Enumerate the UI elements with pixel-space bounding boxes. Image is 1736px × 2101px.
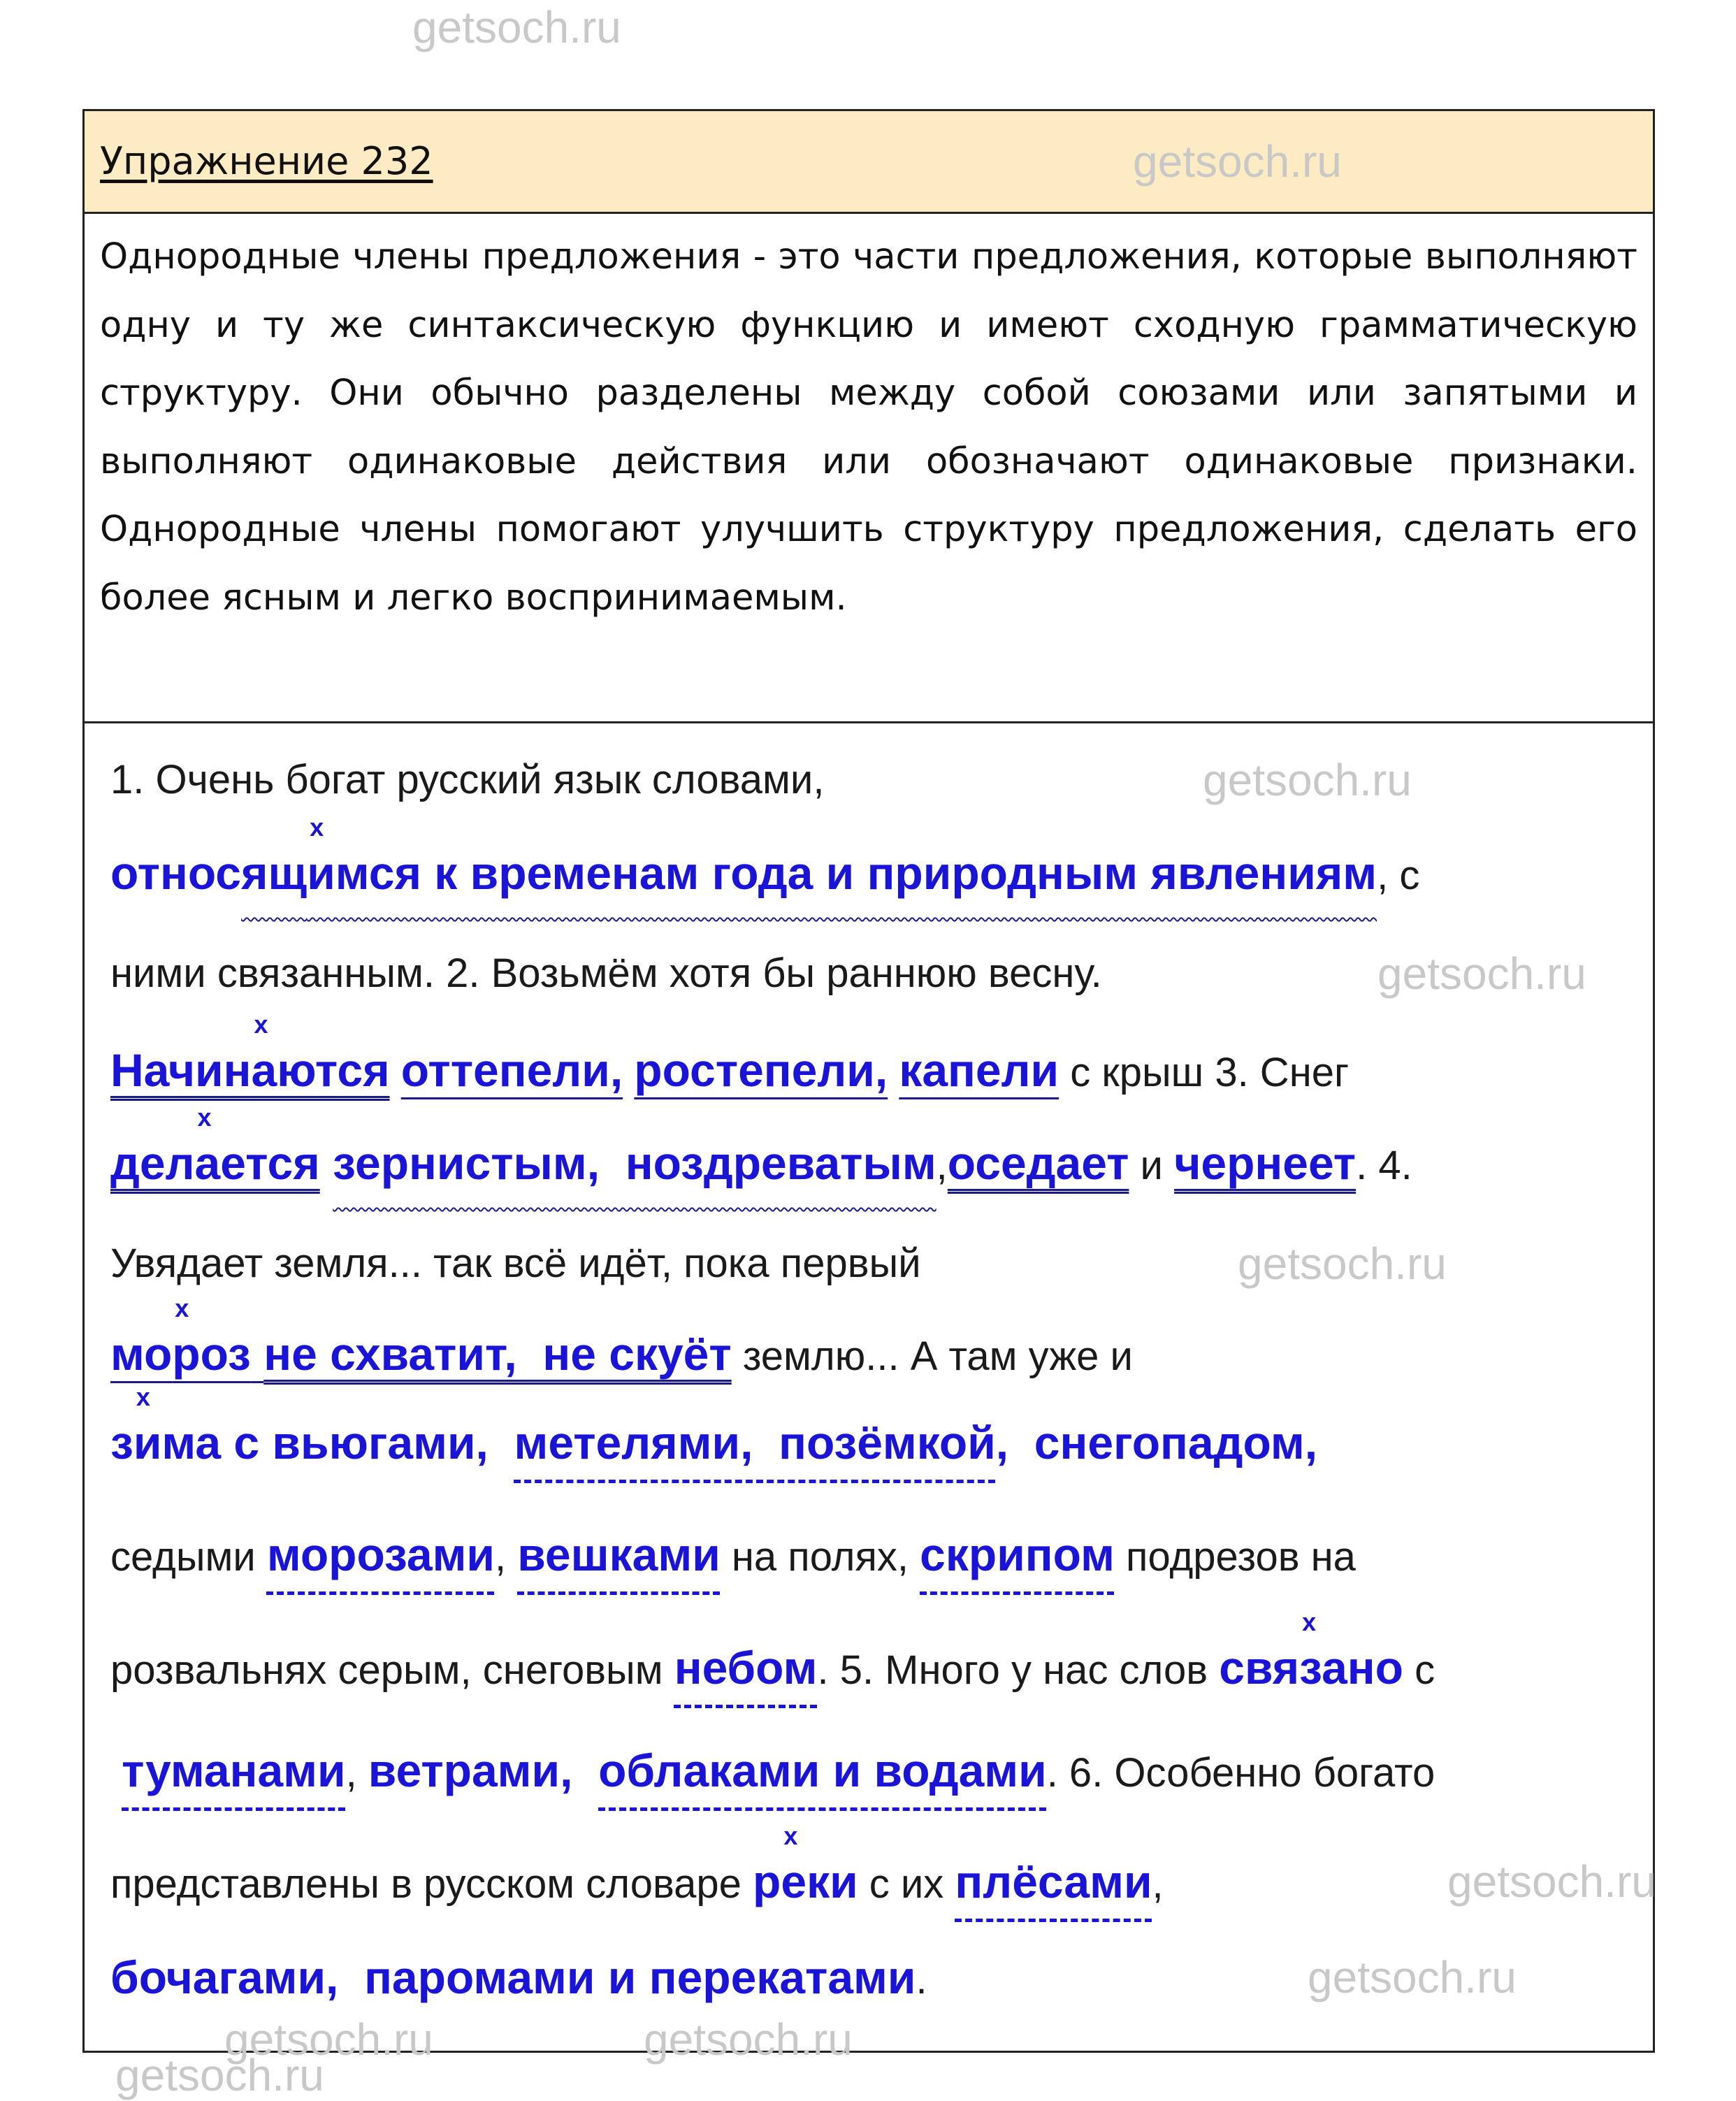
plain-text xyxy=(110,1849,753,1919)
cross-mark-icon: x xyxy=(1302,1608,1317,1636)
plain-text xyxy=(1115,1522,1356,1592)
segment-text: , xyxy=(494,1534,518,1580)
segment-text xyxy=(110,1750,122,1796)
segment-text: скрипом xyxy=(920,1529,1115,1580)
segment-text: мо xyxy=(110,1328,173,1380)
segment-text: и xyxy=(1129,1143,1175,1188)
highlighted-word xyxy=(122,1735,345,1805)
sentence-line xyxy=(110,1821,1164,1916)
plain-text xyxy=(390,1038,401,1108)
segment-text: ветрами, xyxy=(368,1745,599,1796)
segment-text: имся к временам года и природным явлениям xyxy=(307,847,1377,899)
segment-text: , xyxy=(1152,1861,1164,1907)
watermark: getsoch.ru xyxy=(1133,136,1342,187)
cross-mark-icon: x xyxy=(136,1382,150,1411)
plain-text xyxy=(623,1038,634,1108)
highlighted-word xyxy=(517,1519,721,1589)
segment-text: капели xyxy=(899,1044,1059,1096)
sentence-line xyxy=(110,1519,1356,1589)
highlighted-word xyxy=(1174,1128,1356,1198)
watermark: getsoch.ru xyxy=(1203,755,1412,805)
segment-text: метелями, позёмкой xyxy=(514,1417,996,1468)
highlighted-word xyxy=(368,1735,598,1805)
highlighted-word xyxy=(948,1128,1129,1198)
segment-text: . xyxy=(916,1957,927,2002)
highlighted-word xyxy=(401,1035,623,1105)
highlighted-word xyxy=(320,1128,333,1198)
segment-text xyxy=(888,1050,899,1095)
segment-text: оттепели, xyxy=(400,1044,623,1096)
segment-text: плёсами xyxy=(955,1856,1152,1907)
sentence-line xyxy=(110,1382,1318,1478)
definition-text: Однородные члены предложения - это части предложения, которые выполняют одну и ту же синтаксическую функцию и имеют сходную грамматическую структуру. Они обычно разделены между собой союзами или запятыми и выполняют одинаковые действия или обозначают одинаковые признаки. Однородные члены помогают улучшить структуру предложения, сделать его более ясным и легко воспринимаемым. xyxy=(100,236,1637,619)
segment-text: , xyxy=(936,1143,948,1188)
cross-mark-icon: x xyxy=(254,1010,268,1039)
plain-text xyxy=(888,1038,899,1108)
segment-text: . 4. xyxy=(1356,1143,1412,1188)
plain-text xyxy=(110,1522,267,1592)
highlighted-word xyxy=(920,1519,1115,1589)
sentence-line xyxy=(110,1608,1435,1703)
highlighted-word xyxy=(110,1408,133,1478)
segment-text: , xyxy=(345,1750,368,1796)
segment-text xyxy=(390,1050,401,1095)
segment-text: зернистым, ноздреватым xyxy=(333,1137,936,1189)
highlighted-word xyxy=(267,1519,495,1589)
segment-text: не схватит, не скуёт xyxy=(263,1328,732,1380)
segment-text: Увядает земля... так всё идёт, пока первый xyxy=(110,1241,921,1286)
highlighted-word xyxy=(307,813,1377,908)
watermark: getsoch.ru xyxy=(115,2050,324,2100)
highlighted-word xyxy=(753,1847,781,1916)
plain-text xyxy=(110,1636,674,1705)
plain-text xyxy=(110,1229,921,1299)
highlighted-word xyxy=(251,1010,390,1105)
highlighted-word xyxy=(263,1319,732,1389)
sentence-line xyxy=(110,745,824,815)
highlighted-word xyxy=(899,1035,1059,1105)
plain-text xyxy=(110,1738,122,1808)
segment-text: з xyxy=(110,1417,133,1468)
plain-text xyxy=(1129,1131,1174,1201)
segment-text xyxy=(320,1137,333,1189)
highlighted-word xyxy=(172,1294,251,1389)
sentence-line xyxy=(110,1735,1435,1805)
segment-text: представлены в русском словаре xyxy=(110,1861,753,1907)
highlighted-word xyxy=(598,1735,1047,1805)
segment-text: с крыш 3. Снег xyxy=(1059,1050,1350,1095)
highlighted-word xyxy=(241,838,307,908)
segment-text: седыми xyxy=(110,1534,267,1580)
sentence-line xyxy=(110,939,1102,1009)
watermark: getsoch.ru xyxy=(412,2,621,52)
plain-text xyxy=(817,1636,1219,1705)
plain-text xyxy=(1377,841,1419,911)
segment-text: ними связанным. 2. Возьмём хотя бы раннюю весну. xyxy=(110,951,1102,996)
segment-text: 1. Очень богат русский язык словами, xyxy=(110,757,825,802)
segment-text: , с xyxy=(1377,853,1420,898)
segment-text: . 5. Много у нас слов xyxy=(817,1647,1220,1693)
highlighted-word xyxy=(251,1319,263,1389)
sentence-line xyxy=(110,1294,1133,1389)
segment-text: небом xyxy=(674,1642,818,1694)
highlighted-word xyxy=(955,1847,1152,1916)
segment-text: свя xyxy=(1219,1642,1300,1694)
sentence-line xyxy=(110,1229,921,1299)
segment-text xyxy=(623,1050,634,1095)
highlighted-word xyxy=(514,1408,996,1478)
sentence-line xyxy=(110,1942,927,2012)
plain-text xyxy=(916,1945,927,2015)
segment-text: аются xyxy=(251,1044,390,1096)
segment-text: роз xyxy=(172,1328,251,1380)
plain-text xyxy=(1059,1038,1349,1108)
exercise-card xyxy=(82,109,1656,2065)
plain-text xyxy=(1356,1131,1412,1201)
highlighted-word xyxy=(634,1035,888,1105)
segment-text: чернеет xyxy=(1174,1137,1357,1189)
segment-text: морозами xyxy=(266,1529,495,1580)
plain-text xyxy=(346,1738,368,1808)
cross-mark-icon: x xyxy=(175,1294,189,1322)
segment-text: с их xyxy=(858,1861,955,1907)
highlighted-word xyxy=(110,838,241,908)
highlighted-word xyxy=(996,1408,1317,1478)
plain-text xyxy=(721,1522,920,1592)
highlighted-word xyxy=(110,1035,251,1105)
segment-text: . 6. Особенно богато xyxy=(1046,1750,1435,1796)
segment-text: подрезов на xyxy=(1114,1534,1356,1580)
segment-text: облаками и водами xyxy=(598,1745,1047,1796)
segment-text: еки xyxy=(781,1856,858,1907)
segment-text: ается xyxy=(194,1137,320,1189)
plain-text xyxy=(858,1849,955,1919)
sentence-line xyxy=(110,813,1420,908)
segment-text: относ xyxy=(110,847,242,899)
segment-text: землю... А там уже и xyxy=(731,1334,1133,1379)
plain-text xyxy=(495,1522,517,1592)
exercise-title: Упражнение 232 xyxy=(100,139,433,183)
segment-text: ящ xyxy=(241,847,308,899)
plain-text xyxy=(1047,1738,1435,1808)
segment-text: р xyxy=(753,1856,781,1907)
segment-text: оседает xyxy=(947,1137,1129,1189)
plain-text xyxy=(110,939,1102,1009)
highlighted-word xyxy=(333,1128,936,1198)
segment-text: Начин xyxy=(110,1044,252,1096)
exercise-answer xyxy=(85,111,1653,2051)
segment-text: розвальнях серым, снеговым xyxy=(110,1647,674,1693)
watermark: getsoch.ru xyxy=(644,2014,853,2065)
watermark: getsoch.ru xyxy=(1447,1856,1656,1907)
highlighted-word xyxy=(110,1128,195,1198)
segment-text: бочагами, паромами и перекатами xyxy=(110,1951,916,2003)
highlighted-word xyxy=(674,1633,818,1703)
segment-text: вешками xyxy=(517,1529,721,1580)
plain-text xyxy=(110,745,824,815)
cross-mark-icon: x xyxy=(197,1103,212,1132)
segment-text: зано xyxy=(1299,1642,1403,1694)
plain-text xyxy=(936,1131,948,1201)
segment-text: дел xyxy=(110,1137,195,1189)
watermark: getsoch.ru xyxy=(1308,1952,1517,2002)
plain-text xyxy=(1403,1636,1435,1705)
segment-text: на полях, xyxy=(720,1534,920,1580)
segment-text: , снегопадом, xyxy=(995,1417,1318,1468)
cross-mark-icon: x xyxy=(310,813,324,842)
segment-text: ростепели, xyxy=(634,1044,888,1096)
cross-mark-icon: x xyxy=(783,1821,798,1850)
segment-text: има с вьюгами, xyxy=(133,1417,514,1468)
plain-text xyxy=(732,1322,1133,1392)
watermark: getsoch.ru xyxy=(1377,948,1586,999)
highlighted-word xyxy=(1299,1608,1403,1703)
segment-text xyxy=(251,1328,263,1380)
watermark: getsoch.ru xyxy=(1238,1239,1447,1289)
highlighted-word xyxy=(110,1319,172,1389)
highlighted-word xyxy=(1219,1633,1299,1703)
sentence-line xyxy=(110,1010,1350,1105)
sentence-line xyxy=(110,1103,1412,1198)
plain-text xyxy=(1152,1849,1164,1919)
watermark: getsoch.ru xyxy=(224,2014,433,2065)
segment-text: туманами xyxy=(122,1745,346,1796)
highlighted-word xyxy=(781,1821,858,1916)
highlighted-word xyxy=(133,1382,514,1478)
highlighted-word xyxy=(194,1103,320,1198)
highlighted-word xyxy=(110,1942,916,2012)
segment-text: с xyxy=(1403,1647,1435,1693)
